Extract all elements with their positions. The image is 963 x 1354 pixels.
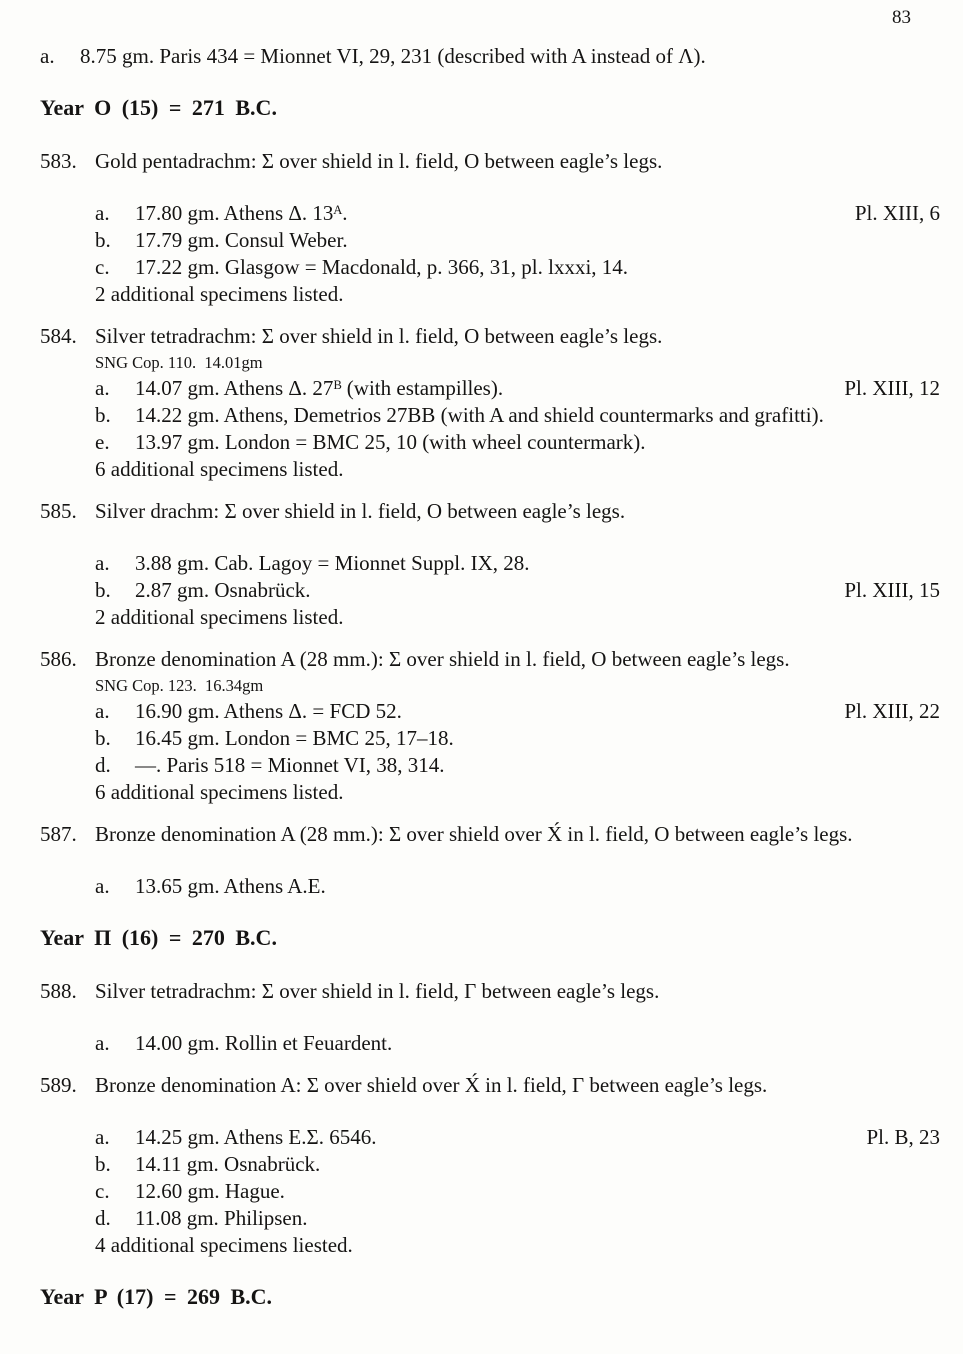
specimen-text: —. Paris 518 = Mionnet VI, 38, 314. — [135, 753, 445, 777]
specimen-list — [95, 1030, 940, 1057]
plate-reference: Pl. B, 23 — [866, 1125, 940, 1149]
specimen-letter: b. — [95, 403, 111, 427]
specimen-row — [95, 375, 940, 402]
specimen-text: 14.00 gm. Rollin et Feuardent. — [135, 1031, 393, 1055]
specimen-list — [95, 873, 940, 900]
entry-head — [40, 978, 940, 1005]
specimen-letter: e. — [95, 430, 110, 454]
entry-footer: 4 additional specimens liested. — [95, 1233, 353, 1257]
specimen-row — [95, 577, 940, 604]
section-heading: Year P (17) = 269 B.C. — [40, 1284, 273, 1309]
specimen-row — [95, 200, 940, 227]
specimen-list — [95, 200, 940, 308]
specimen-letter: d. — [95, 753, 111, 777]
plate-reference: Pl. XIII, 6 — [854, 201, 940, 225]
specimen-text: 17.79 gm. Consul Weber. — [135, 228, 348, 252]
entry-annotation: SNG Cop. 123. 16.34gm — [95, 676, 264, 695]
specimen-text: 3.88 gm. Cab. Lagoy = Mionnet Suppl. IX, 28. — [135, 551, 530, 575]
specimen-letter: a. — [95, 201, 110, 225]
catalog-entry — [40, 1072, 940, 1259]
specimen-text: 11.08 gm. Philipsen. — [135, 1206, 308, 1230]
entry-description: Gold pentadrachm: Σ over shield in l. field, O between eagle’s legs. — [95, 149, 663, 173]
specimen-list — [95, 698, 940, 806]
entry-footer: 6 additional specimens listed. — [95, 457, 344, 481]
specimen-text: 12.60 gm. Hague. — [135, 1179, 285, 1203]
catalog-entry — [40, 646, 940, 806]
specimen-row — [95, 429, 940, 456]
specimen-text: 14.22 gm. Athens, Demetrios 27BB (with A and shield countermarks and grafitti). — [135, 403, 824, 427]
entry-footer: 2 additional specimens listed. — [95, 282, 344, 306]
plate-reference: Pl. XIII, 12 — [844, 376, 940, 400]
specimen-row — [95, 1178, 940, 1205]
specimen-row — [95, 1030, 940, 1057]
specimen-letter: a. — [95, 376, 110, 400]
specimen-text: 16.45 gm. London = BMC 25, 17–18. — [135, 726, 454, 750]
entry-footer: 2 additional specimens listed. — [95, 605, 344, 629]
specimen-text: 17.80 gm. Athens Δ. 13ᴬ. — [135, 201, 348, 225]
catalog-entry — [40, 148, 940, 308]
specimen-text: 8.75 gm. Paris 434 = Mionnet VI, 29, 231 (described with A instead of Λ). — [80, 44, 706, 68]
specimen-letter: a. — [95, 551, 110, 575]
specimen-text: 13.97 gm. London = BMC 25, 10 (with wheel countermark). — [135, 430, 646, 454]
entry-description: Silver drachm: Σ over shield in l. field, O between eagle’s legs. — [95, 499, 626, 523]
entry-head — [40, 646, 940, 673]
specimen-letter: b. — [95, 578, 111, 602]
specimen-letter: c. — [95, 255, 110, 279]
specimen-row — [95, 402, 940, 429]
entry-description: Bronze denomination A (28 mm.): Σ over shield over X́ in l. field, O between eagle’s legs. — [95, 822, 853, 846]
entry-description: Bronze denomination A (28 mm.): Σ over shield in l. field, O between eagle’s legs. — [95, 647, 790, 671]
specimen-list — [95, 550, 940, 631]
entry-number: 584. — [40, 324, 77, 348]
specimen-row — [95, 1124, 940, 1151]
specimen-text: 14.07 gm. Athens Δ. 27ᴮ (with estampilles). — [135, 376, 504, 400]
specimen-row — [95, 1151, 940, 1178]
entry-footer: 6 additional specimens listed. — [95, 780, 344, 804]
entry-head — [40, 821, 940, 848]
entry-description: Silver tetradrachm: Σ over shield in l. field, Γ between eagle’s legs. — [95, 979, 660, 1003]
specimen-letter: d. — [95, 1206, 111, 1230]
entry-number: 587. — [40, 822, 77, 846]
entry-description: Bronze denomination A: Σ over shield over X́ in l. field, Γ between eagle’s legs. — [95, 1073, 768, 1097]
catalog-entry — [40, 978, 940, 1057]
entry-head — [40, 148, 940, 175]
specimen-letter: a. — [95, 874, 110, 898]
specimen-list — [95, 1124, 940, 1259]
entry-head — [40, 498, 940, 525]
catalog-entry — [40, 498, 940, 631]
specimen-letter: a. — [95, 1125, 110, 1149]
specimen-row — [95, 254, 940, 281]
specimen-letter: a. — [95, 699, 110, 723]
specimen-row — [95, 752, 940, 779]
specimen-text: 16.90 gm. Athens Δ. = FCD 52. — [135, 699, 402, 723]
specimen-row — [95, 227, 940, 254]
specimen-text: 14.25 gm. Athens E.Σ. 6546. — [135, 1125, 377, 1149]
specimen-letter: c. — [95, 1179, 110, 1203]
entry-number: 585. — [40, 499, 77, 523]
specimen-letter: b. — [95, 726, 111, 750]
entry-description: Silver tetradrachm: Σ over shield in l. field, O between eagle’s legs. — [95, 324, 663, 348]
entry-number: 589. — [40, 1073, 77, 1097]
specimen-row — [95, 873, 940, 900]
specimen-row — [95, 550, 940, 577]
entry-annotation: SNG Cop. 110. 14.01gm — [95, 353, 263, 372]
specimen-row — [95, 1205, 940, 1232]
specimen-text: 13.65 gm. Athens A.E. — [135, 874, 326, 898]
plate-reference: Pl. XIII, 22 — [844, 699, 940, 723]
specimen-row — [40, 43, 940, 70]
specimen-text: 14.11 gm. Osnabrück. — [135, 1152, 321, 1176]
section-heading: Year O (15) = 271 B.C. — [40, 95, 277, 120]
section-heading: Year Π (16) = 270 B.C. — [40, 925, 277, 950]
specimen-row — [95, 725, 940, 752]
entry-head — [40, 1072, 940, 1099]
page-number: 83 — [892, 7, 911, 28]
catalog-entry — [40, 821, 940, 900]
specimen-letter: b. — [95, 1152, 111, 1176]
entry-head — [40, 323, 940, 350]
specimen-text: 2.87 gm. Osnabrück. — [135, 578, 311, 602]
specimen-letter: b. — [95, 228, 111, 252]
sections-container — [40, 94, 940, 1311]
catalog-entry — [40, 323, 940, 483]
entry-number: 588. — [40, 979, 77, 1003]
specimen-list — [95, 375, 940, 483]
specimen-row — [95, 698, 940, 725]
specimen-text: 17.22 gm. Glasgow = Macdonald, p. 366, 31, pl. lxxxi, 14. — [135, 255, 629, 279]
specimen-letter: a. — [95, 1031, 110, 1055]
entry-number: 583. — [40, 149, 77, 173]
plate-reference: Pl. XIII, 15 — [844, 578, 940, 602]
entry-number: 586. — [40, 647, 77, 671]
specimen-letter: a. — [40, 44, 55, 68]
